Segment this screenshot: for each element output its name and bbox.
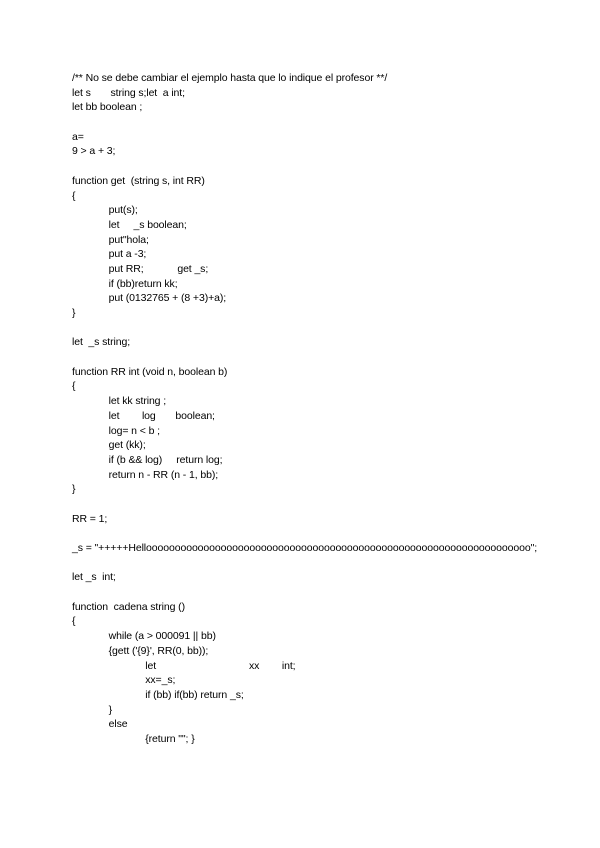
- code-line: put a -3;: [72, 248, 147, 261]
- code-line: let kk string ;: [72, 395, 167, 408]
- code-line: {: [72, 615, 76, 628]
- code-line: [72, 585, 572, 600]
- code-line: let xx int;: [72, 659, 296, 672]
- code-line: 9 > a + 3;: [72, 145, 116, 158]
- code-line: put (0132765 + (8 +3)+a);: [72, 292, 227, 305]
- code-line: let s string s;let a int;: [72, 86, 185, 99]
- code-line: let _s boolean;: [72, 218, 187, 231]
- code-listing: [72, 71, 572, 747]
- code-line: _s = "+++++Hellooooooooooooooooooooooooooooooooooooooooooooooooooooooooooooooooooo";: [72, 542, 538, 554]
- code-line: RR = 1;: [72, 512, 108, 525]
- code-line: log= n < b ;: [72, 424, 160, 437]
- code-line: let _s string;: [72, 336, 131, 349]
- code-line: while (a > 000091 || bb): [72, 630, 216, 643]
- code-line: /** No se debe cambiar el ejemplo hasta que lo indique el profesor **/: [72, 72, 388, 84]
- code-line: function RR int (void n, boolean b): [72, 365, 228, 378]
- code-line: function get (string s, int RR): [72, 174, 205, 187]
- code-line: put RR; get _s;: [72, 262, 209, 275]
- code-line: [72, 497, 572, 512]
- code-line: a=: [72, 130, 84, 143]
- code-line: [72, 350, 572, 365]
- code-line: {return ""; }: [72, 732, 195, 745]
- code-line: let _s int;: [72, 571, 116, 584]
- code-line: }: [72, 483, 76, 496]
- code-line: function cadena string (): [72, 600, 185, 613]
- code-line: }: [72, 307, 76, 319]
- code-line: [72, 321, 572, 336]
- code-line: if (bb)return kk;: [72, 277, 178, 290]
- code-line: let bb boolean ;: [72, 101, 143, 114]
- code-line: if (bb) if(bb) return _s;: [72, 688, 244, 701]
- code-line: else: [72, 718, 128, 731]
- code-line: {: [72, 380, 76, 393]
- code-line: xx=_s;: [72, 674, 176, 687]
- code-line: return n - RR (n - 1, bb);: [72, 468, 219, 481]
- code-line: put(s);: [72, 204, 138, 217]
- code-line: put"hola;: [72, 233, 149, 246]
- code-line: [72, 115, 572, 130]
- code-line: [72, 159, 572, 174]
- code-line: [72, 556, 572, 571]
- code-line: }: [72, 703, 113, 716]
- code-line: [72, 526, 572, 541]
- code-line: {: [72, 189, 76, 202]
- code-line: get (kk);: [72, 439, 146, 452]
- code-line: if (b && log) return log;: [72, 453, 223, 466]
- code-line: {gett ('{9}', RR(0, bb));: [72, 644, 209, 657]
- code-line: let log boolean;: [72, 409, 215, 422]
